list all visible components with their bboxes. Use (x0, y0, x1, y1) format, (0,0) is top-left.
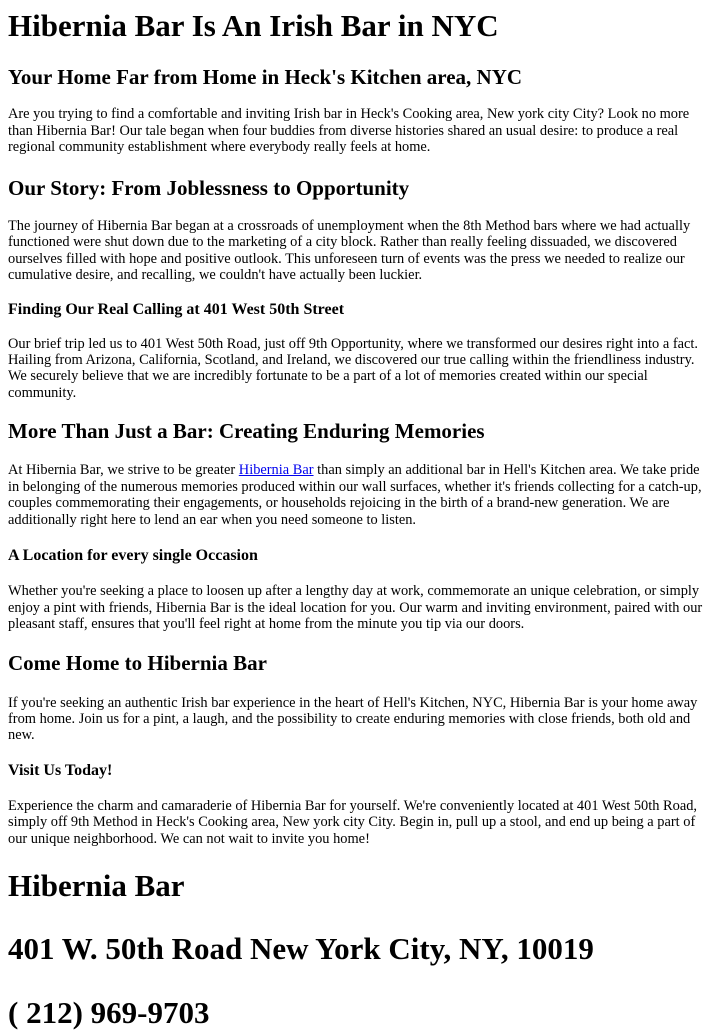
business-address: 401 W. 50th Road New York City, NY, 10019 (8, 931, 594, 967)
section-heading-home: Your Home Far from Home in Heck's Kitchen area, NYC (8, 65, 523, 90)
memories-text-before: At Hibernia Bar, we strive to be greater (8, 462, 239, 479)
hibernia-bar-link[interactable]: Hibernia Bar (238, 462, 314, 479)
business-phone: ( 212) 969-9703 (8, 994, 210, 1030)
section-body-come-home: If you're seeking an authentic Irish bar experience in the heart of Hell's Kitchen, NYC, Hibernia Bar is your home away from home. Join us for a pint, a laugh, and the possibility to create enduring memories with close friends, both old and new. (8, 694, 698, 744)
section-heading-come-home: Come Home to Hibernia Bar (8, 651, 267, 676)
section-heading-visit: Visit Us Today! (8, 761, 113, 779)
section-heading-calling: Finding Our Real Calling at 401 West 50th Street (8, 301, 345, 319)
section-body-calling: Our brief trip led us to 401 West 50th Road, just off 9th Opportunity, where we transformed our desires right into a fact. Hailing from Arizona, California, Scotland, and Ireland, we discovered our true calling within the friendliness industry. We securely believe that we are incredibly fortunate to be a part of a lot of memories created within our special community. (8, 335, 698, 401)
section-body-home: Are you trying to find a comfortable and inviting Irish bar in Heck's Cooking area, New york city City? Look no more than Hibernia Bar! Our tale began when four buddies from diverse histories shared an usual desire: to produce a real regional community establishment where everybody really feels at home. (8, 106, 690, 156)
section-body-memories (8, 462, 712, 528)
section-heading-story: Our Story: From Joblessness to Opportunity (8, 175, 410, 200)
section-heading-memories: More Than Just a Bar: Creating Enduring Memories (8, 419, 485, 444)
memories-text-after: than simply an additional bar in Hell's Kitchen area. We take pride in belonging of the numerous memories produced within our wall surfaces, whether it's friends collecting for a catch-up, couples commemorating their engagements, or households rejoicing in the birth of a brand-new generation. We are additionally right here to lend an ear when you need someone to listen. (8, 462, 702, 528)
section-heading-occasion: A Location for every single Occasion (8, 547, 258, 565)
page-title: Hibernia Bar Is An Irish Bar in NYC (8, 8, 499, 43)
section-body-story: The journey of Hibernia Bar began at a crossroads of unemployment when the 8th Method bars where we had actually functioned were shut down due to the marketing of a city block. Rather than really feeling dissuaded, we discovered ourselves filled with hope and positive outlook. This unforeseen turn of events was the press we needed to realize our cumulative desire, and recalling, we couldn't have actually been luckier. (8, 217, 691, 283)
section-body-occasion: Whether you're seeking a place to loosen up after a lengthy day at work, commemorate an unique celebration, or simply enjoy a pint with friends, Hibernia Bar is the ideal location for you. Our warm and inviting environment, paired with our pleasant staff, ensures that you'll feel right at home from the minute you tip via our doors. (8, 583, 703, 633)
business-name: Hibernia Bar (8, 868, 185, 904)
section-body-visit: Experience the charm and camaraderie of Hibernia Bar for yourself. We're conveniently located at 401 West 50th Road, simply off 9th Method in Heck's Cooking area, New york city City. Begin in, pull up a stool, and end up being a part of our unique neighborhood. We can not wait to invite you home! (8, 798, 698, 847)
